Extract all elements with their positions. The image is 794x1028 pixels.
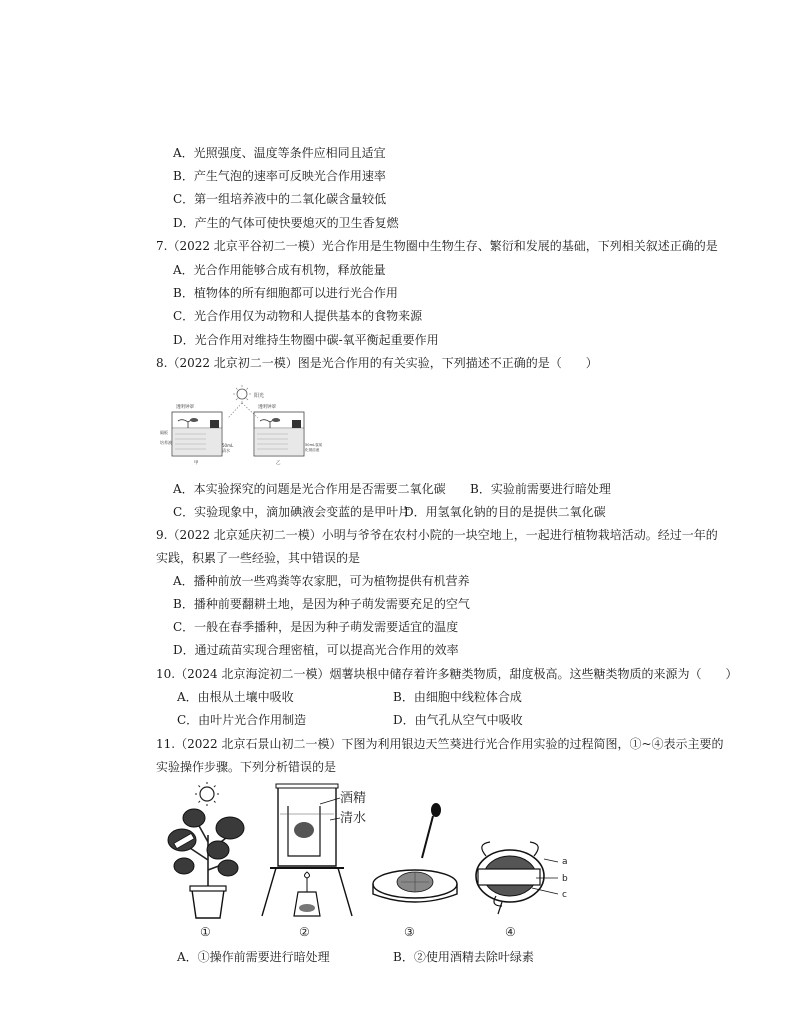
svg-text:培养液: 培养液 — [160, 440, 172, 445]
q7-option-d: D．光合作用对维持生物圈中碳-氧平衡起重要作用 — [173, 333, 439, 347]
q11-experiment-figure — [160, 780, 580, 940]
step4-label: ④ — [505, 925, 516, 939]
q6-option-b: B．产生气泡的速率可反映光合作用速率 — [173, 169, 386, 183]
q6-option-c: C．第一组培养液中的二氧化碳含量较低 — [173, 192, 387, 206]
q7-option-b: B．植物体的所有细胞都可以进行光合作用 — [173, 286, 398, 300]
q9-stem-line2: 实践，积累了一些经验，其中错误的是 — [156, 551, 361, 565]
sun-label: 阳光 — [254, 393, 265, 399]
q10-option-c: C．由叶片光合作用制造 — [177, 713, 307, 727]
q11-stem-line2: 实验操作步骤。下列分析错误的是 — [156, 760, 337, 774]
step4-leaf — [476, 842, 558, 914]
svg-text:清水: 清水 — [222, 448, 230, 453]
water-label: 清水 — [340, 811, 367, 826]
q7-option-a: A．光合作用能够合成有机物，释放能量 — [173, 263, 386, 277]
q9-stem-line1: 9.（2022 北京延庆初二一模）小明与爷爷在农村小院的一块空地上，一起进行植物栽培活动。经过一年的 — [156, 528, 718, 542]
q6-option-a: A．光照强度、温度等条件应相同且适宜 — [173, 146, 386, 160]
step3-dish — [373, 803, 457, 902]
svg-text:a: a — [562, 857, 568, 867]
q11-stem-line1: 11.（2022 北京石景山初二一模）下图为利用银边天竺葵进行光合作用实验的过程简图，①~④表示主要的 — [156, 737, 724, 751]
svg-text:b: b — [562, 874, 568, 884]
q8-option-a: A．本实验探究的问题是光合作用是否需要二氧化碳 — [173, 482, 446, 496]
q10-option-d: D．由气孔从空气中吸收 — [393, 713, 523, 727]
q9-option-a: A．播种前放一些鸡粪等农家肥，可为植物提供有机营养 — [173, 574, 470, 588]
step1-plant — [168, 782, 244, 918]
q8-option-d: D．用氢氧化钠的目的是提供二氧化碳 — [404, 505, 606, 519]
q10-stem: 10.（2024 北京海淀初二一模）烟薯块根中储存着许多糖类物质，甜度极高。这些糖类物质的来源为（ ） — [156, 667, 738, 681]
q9-option-b: B．播种前要翻耕土地，是因为种子萌发需要充足的空气 — [173, 597, 470, 611]
step2-label: ② — [299, 925, 310, 939]
svg-text:乙: 乙 — [276, 461, 281, 466]
step2-water-bath — [262, 784, 352, 916]
q8-experiment-figure — [158, 384, 323, 470]
q8-option-c: C．实验现象中，滴加碘液会变蓝的是甲叶片 — [173, 505, 411, 519]
q11-option-a: A．①操作前需要进行暗处理 — [177, 950, 330, 964]
q7-option-c: C．光合作用仅为动物和人提供基本的食物来源 — [173, 309, 423, 323]
svg-text:50mL: 50mL — [222, 443, 234, 448]
step1-label: ① — [200, 925, 211, 939]
svg-text:甲: 甲 — [194, 461, 199, 466]
q7-stem: 7.（2022 北京平谷初二一模）光合作用是生物圈中生物生存、繁衍和发展的基础，下列相关叙述正确的是 — [156, 239, 718, 253]
svg-text:隔板: 隔板 — [160, 430, 168, 435]
svg-text:50mL氢氧: 50mL氢氧 — [305, 443, 323, 447]
q8-option-b: B．实验前需要进行暗处理 — [470, 482, 611, 496]
q6-option-d: D．产生的气体可使快要熄灭的卫生香复燃 — [173, 216, 399, 230]
q11-option-b: B．②使用酒精去除叶绿素 — [393, 950, 534, 964]
q10-option-b: B．由细胞中线粒体合成 — [393, 690, 522, 704]
svg-text:透明钟罩: 透明钟罩 — [258, 405, 276, 410]
svg-text:c: c — [562, 890, 567, 900]
svg-text:透明钟罩: 透明钟罩 — [176, 405, 194, 410]
q8-stem: 8.（2022 北京初二一模）图是光合作用的有关实验，下列描述不正确的是（ ） — [156, 356, 598, 370]
svg-text:化钠溶液: 化钠溶液 — [305, 448, 320, 452]
sun-icon — [228, 385, 258, 418]
q10-option-a: A．由根从土壤中吸收 — [177, 690, 294, 704]
alcohol-label: 酒精 — [340, 791, 367, 806]
q9-option-c: C．一般在春季播种，是因为种子萌发需要适宜的温度 — [173, 620, 459, 634]
q9-option-d: D．通过疏苗实现合理密植，可以提高光合作用的效率 — [173, 643, 459, 657]
step3-label: ③ — [404, 925, 415, 939]
